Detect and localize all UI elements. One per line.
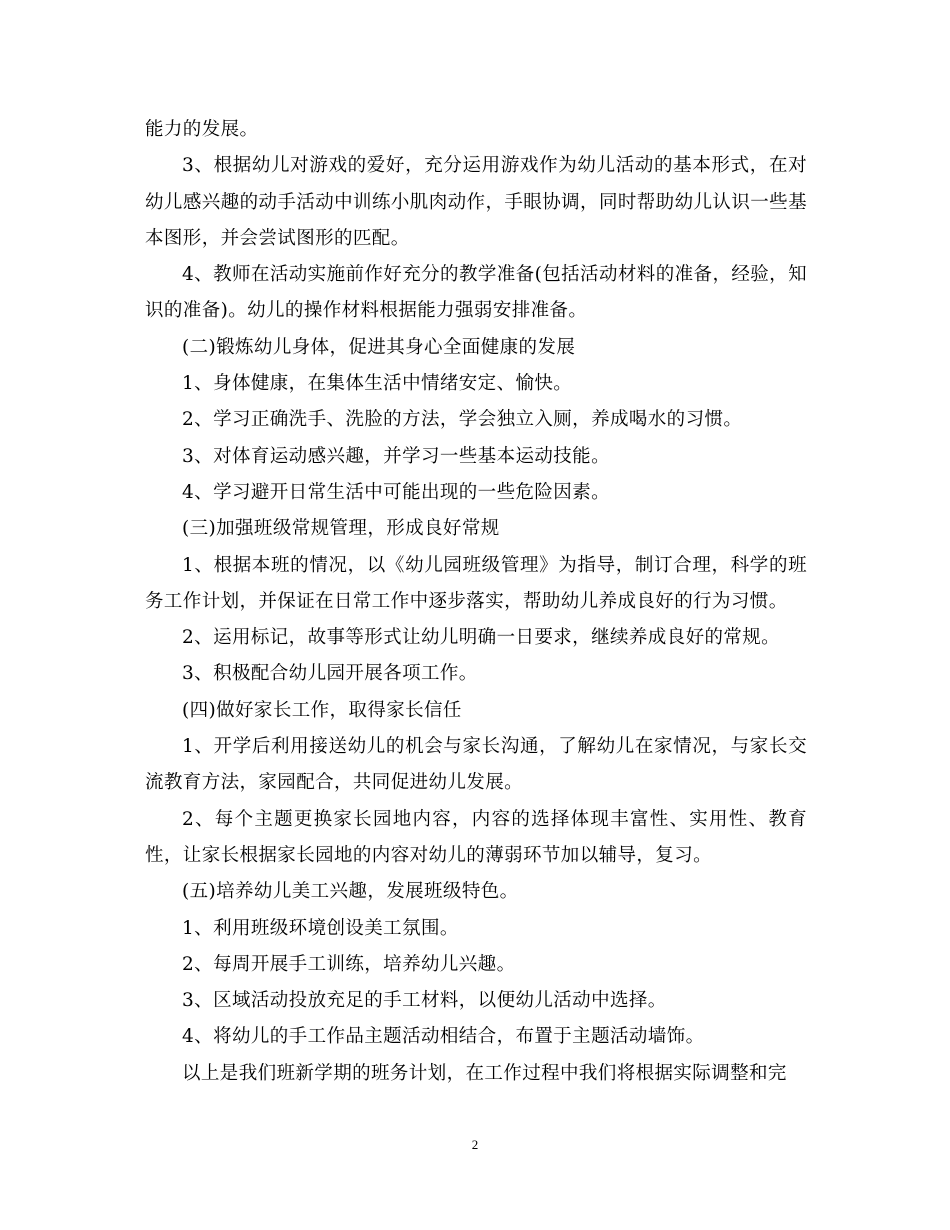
document-body bbox=[145, 112, 807, 1092]
paragraph: 以上是我们班新学期的班务计划，在工作过程中我们将根据实际调整和完 bbox=[182, 1062, 787, 1084]
paragraph: 2、每个主题更换家长园地内容，内容的选择体现丰富性、实用性、教育性，让家长根据家长园地的内容对幼儿的薄弱环节加以辅导，复习。 bbox=[145, 808, 807, 866]
paragraph: 3、区域活动投放充足的手工材料，以便幼儿活动中选择。 bbox=[182, 990, 667, 1012]
paragraph: 4、将幼儿的手工作品主题活动相结合，布置于主题活动墙饰。 bbox=[182, 1026, 705, 1048]
paragraph: 能力的发展。 bbox=[145, 119, 259, 140]
paragraph: 1、利用班级环境创设美工氛围。 bbox=[182, 917, 459, 939]
paragraph: 3、积极配合幼儿园开展各项工作。 bbox=[182, 663, 478, 685]
paragraph: 2、学习正确洗手、洗脸的方法，学会独立入厕，养成喝水的习惯。 bbox=[182, 409, 743, 431]
paragraph: 2、运用标记，故事等形式让幼儿明确一日要求，继续养成良好的常规。 bbox=[182, 627, 781, 649]
page-number: 2 bbox=[471, 1137, 479, 1152]
section-heading: (五)培养幼儿美工兴趣，发展班级特色。 bbox=[182, 881, 519, 903]
paragraph: 2、每周开展手工训练，培养幼儿兴趣。 bbox=[182, 953, 516, 975]
section-heading: (四)做好家长工作，取得家长信任 bbox=[182, 699, 462, 721]
section-heading: (二)锻炼幼儿身体，促进其身心全面健康的发展 bbox=[182, 336, 576, 358]
paragraph: 1、开学后利用接送幼儿的机会与家长沟通，了解幼儿在家情况，与家长交流教育方法，家园配合，共同促进幼儿发展。 bbox=[145, 736, 807, 794]
section-heading: (三)加强班级常规管理，形成良好常规 bbox=[182, 518, 500, 540]
paragraph: 3、根据幼儿对游戏的爱好，充分运用游戏作为幼儿活动的基本形式，在对幼儿感兴趣的动手活动中训练小肌肉动作，手眼协调，同时帮助幼儿认识一些基本图形，并会尝试图形的匹配。 bbox=[145, 155, 807, 249]
paragraph: 4、教师在活动实施前作好充分的教学准备(包括活动材料的准备，经验，知识的准备)。幼儿的操作材料根据能力强弱安排准备。 bbox=[145, 264, 807, 322]
paragraph: 3、对体育运动感兴趣，并学习一些基本运动技能。 bbox=[182, 445, 610, 467]
paragraph: 4、学习避开日常生活中可能出现的一些危险因素。 bbox=[182, 481, 610, 503]
paragraph: 1、身体健康，在集体生活中情绪安定、愉快。 bbox=[182, 373, 573, 395]
paragraph: 1、根据本班的情况，以《幼儿园班级管理》为指导，制订合理，科学的班务工作计划，并保证在日常工作中逐步落实，帮助幼儿养成良好的行为习惯。 bbox=[145, 554, 807, 612]
